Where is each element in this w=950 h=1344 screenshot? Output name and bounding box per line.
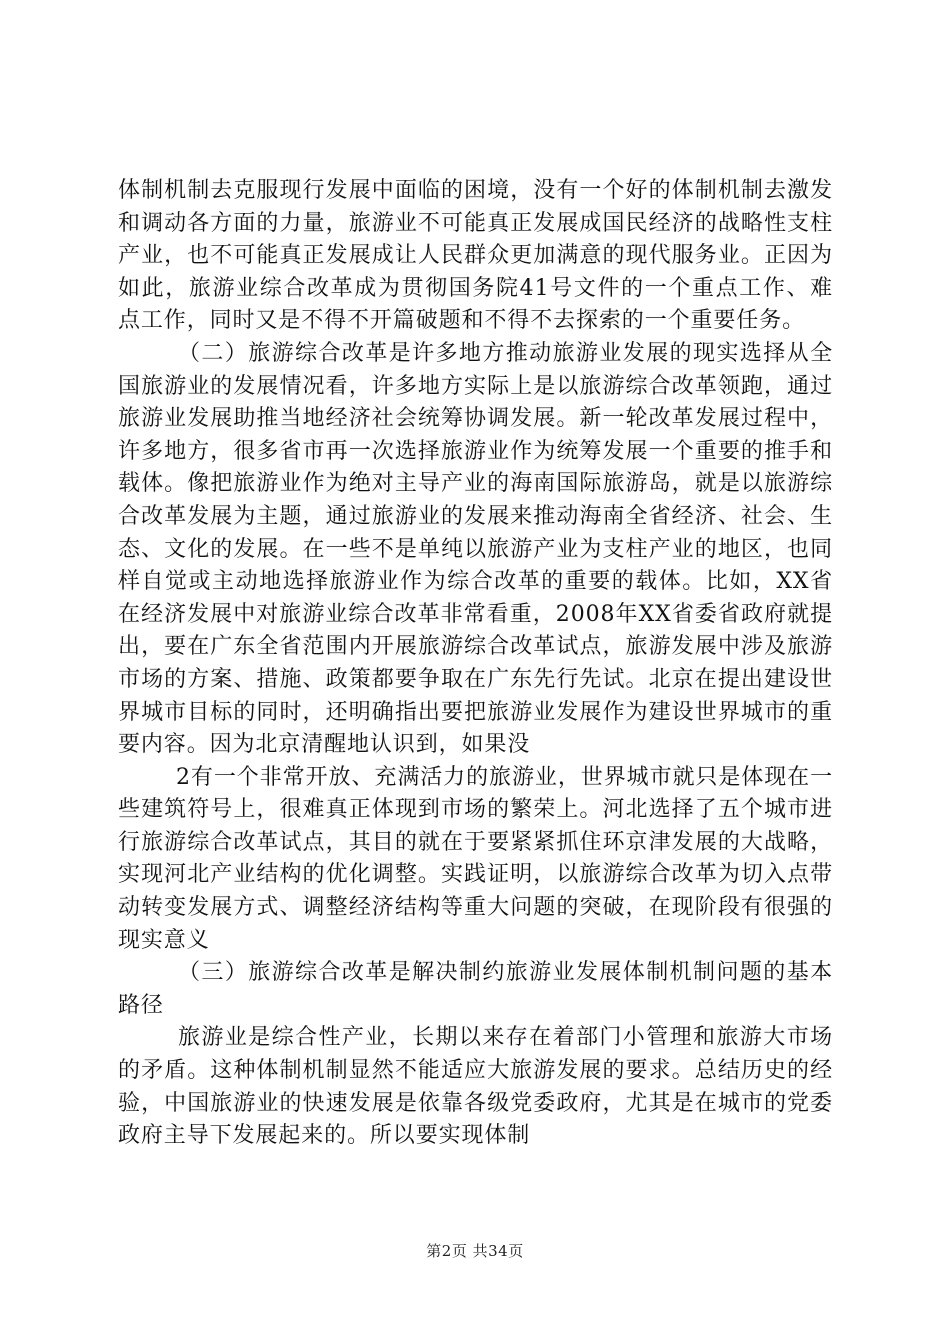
document-body <box>118 175 833 1153</box>
paragraph-4-heading: （三）旅游综合改革是解决制约旅游业发展体制机制问题的基本路径 <box>118 960 833 1018</box>
paragraph-3: 2有一个非常开放、充满活力的旅游业，世界城市就只是体现在一些建筑符号上，很难真正体现到市场的繁荣上。河北选择了五个城市进行旅游综合改革试点，其目的就在于要紧紧抓住环京津发展的大战略，实现河北产业结构的优化调整。实践证明，以旅游综合改革为切入点带动转变发展方式、调整经济结构等重大问题的突破，在现阶段有很强的现实意义 <box>118 764 833 953</box>
paragraph-2: （二）旅游综合改革是许多地方推动旅游业发展的现实选择从全国旅游业的发展情况看，许多地方实际上是以旅游综合改革领跑，通过旅游业发展助推当地经济社会统筹协调发展。新一轮改革发展过程中，许多地方，很多省市再一次选择旅游业作为统筹发展一个重要的推手和载体。像把旅游业作为绝对主导产业的海南国际旅游岛，就是以旅游综合改革发展为主题，通过旅游业的发展来推动海南全省经济、社会、生态、文化的发展。在一些不是单纯以旅游产业为支柱产业的地区，也同样自觉或主动地选择旅游业作为综合改革的重要的载体。比如，XX省在经济发展中对旅游业综合改革非常看重，2008年XX省委省政府就提出，要在广东全省范围内开展旅游综合改革试点，旅游发展中涉及旅游市场的方案、措施、政策都要争取在广东先行先试。北京在提出建设世界城市目标的同时，还明确指出要把旅游业发展作为建设世界城市的重要内容。因为北京清醒地认识到，如果没 <box>118 340 833 758</box>
paragraph-5: 旅游业是综合性产业，长期以来存在着部门小管理和旅游大市场的矛盾。这种体制机制显然不能适应大旅游发展的要求。总结历史的经验，中国旅游业的快速发展是依靠各级党委政府，尤其是在城市的党委政府主导下发展起来的。所以要实现体制 <box>118 1025 833 1149</box>
page-number-footer: 第2页 共34页 <box>426 1242 524 1260</box>
paragraph-1: 体制机制去克服现行发展中面临的困境，没有一个好的体制机制去激发和调动各方面的力量，旅游业不可能真正发展成国民经济的战略性支柱产业，也不可能真正发展成让人民群众更加满意的现代服务业。正因为如此，旅游业综合改革成为贯彻国务院41号文件的一个重点工作、难点工作，同时又是不得不开篇破题和不得不去探索的一个重要任务。 <box>118 178 833 334</box>
